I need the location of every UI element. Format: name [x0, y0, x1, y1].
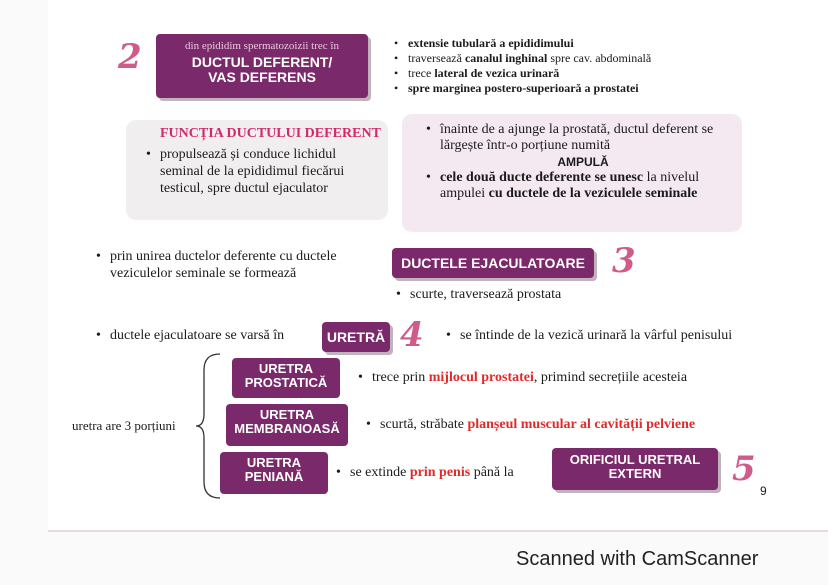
orifice-box: ORIFICIUL URETRAL EXTERN: [552, 448, 718, 490]
ampula-term: AMPULĂ: [557, 155, 609, 169]
uretra-membranoasa-desc: • scurtă, străbate planșeul muscular al cavității pelviene: [366, 417, 806, 433]
deferent-bullet: • extensie tubulară a epididimului: [394, 36, 814, 51]
section-number-5: 5: [732, 449, 756, 489]
uretra-desc: • se întinde de la vezică urinară la vârful penisului: [446, 328, 796, 344]
uretra-prostatica-desc: • trece prin mijlocul prostatei, primind secrețiile acesteia: [358, 370, 798, 386]
uretra-title-box: URETRĂ: [322, 322, 390, 352]
ampula-bullet-1: • înainte de a ajunge la prostată, ductul deferent se lărgește într-o porțiune numită AMPULĂ: [426, 122, 726, 170]
ampula-box: [402, 114, 742, 232]
section-number-3: 3: [612, 241, 636, 281]
section-number-4: 4: [400, 315, 424, 355]
uretra-peniana-desc: • se extinde prin penis până la: [336, 465, 536, 481]
function-title: FUNCȚIA DUCTULUI DEFERENT: [160, 126, 381, 141]
portions-label: uretra are 3 porțiuni: [72, 418, 176, 433]
uretra-peniana-box: URETRA PENIANĂ: [220, 452, 328, 494]
ampula-bullet-2: • cele două ducte deferente se unesc la nivelul ampulei cu ductele de la veziculele seminale: [426, 170, 726, 202]
uretra-prostatica-box: URETRA PROSTATICĂ: [232, 358, 340, 398]
deferent-title-box: [156, 34, 368, 98]
deferent-title-line2: VAS DEFERENS: [208, 69, 316, 86]
page-number: 9: [760, 484, 767, 498]
function-text: • propulsează și conduce lichidul seminal de la epididimul fiecărui testicul, spre ductul ejaculator: [146, 146, 374, 197]
ejac-bullet: • prin unirea ductelor deferente cu ductele veziculelor seminale se formează: [96, 248, 386, 282]
deferent-bullet: • trece lateral de vezica urinară: [394, 66, 814, 81]
deferent-bullet: • traversează canalul inghinal spre cav. abdominală: [394, 51, 814, 66]
uretra-bullet: • ductele ejaculatoare se varsă în: [96, 328, 336, 344]
deferent-intro: din epididim spermatozoizii trec în: [185, 40, 339, 52]
function-box: [126, 120, 388, 220]
deferent-bullets: [394, 36, 814, 96]
deferent-bullet: • spre marginea postero-superioară a prostatei: [394, 81, 814, 96]
ejac-title-box: DUCTELE EJACULATOARE: [392, 248, 594, 278]
deferent-title-line1: DUCTUL DEFERENT/: [191, 54, 333, 71]
uretra-membranoasa-box: URETRA MEMBRANOASĂ: [226, 404, 348, 446]
ejac-sub: • scurte, traversează prostata: [396, 287, 656, 303]
section-number-2: 2: [118, 37, 142, 77]
scanner-watermark: Scanned with CamScanner: [516, 548, 759, 570]
